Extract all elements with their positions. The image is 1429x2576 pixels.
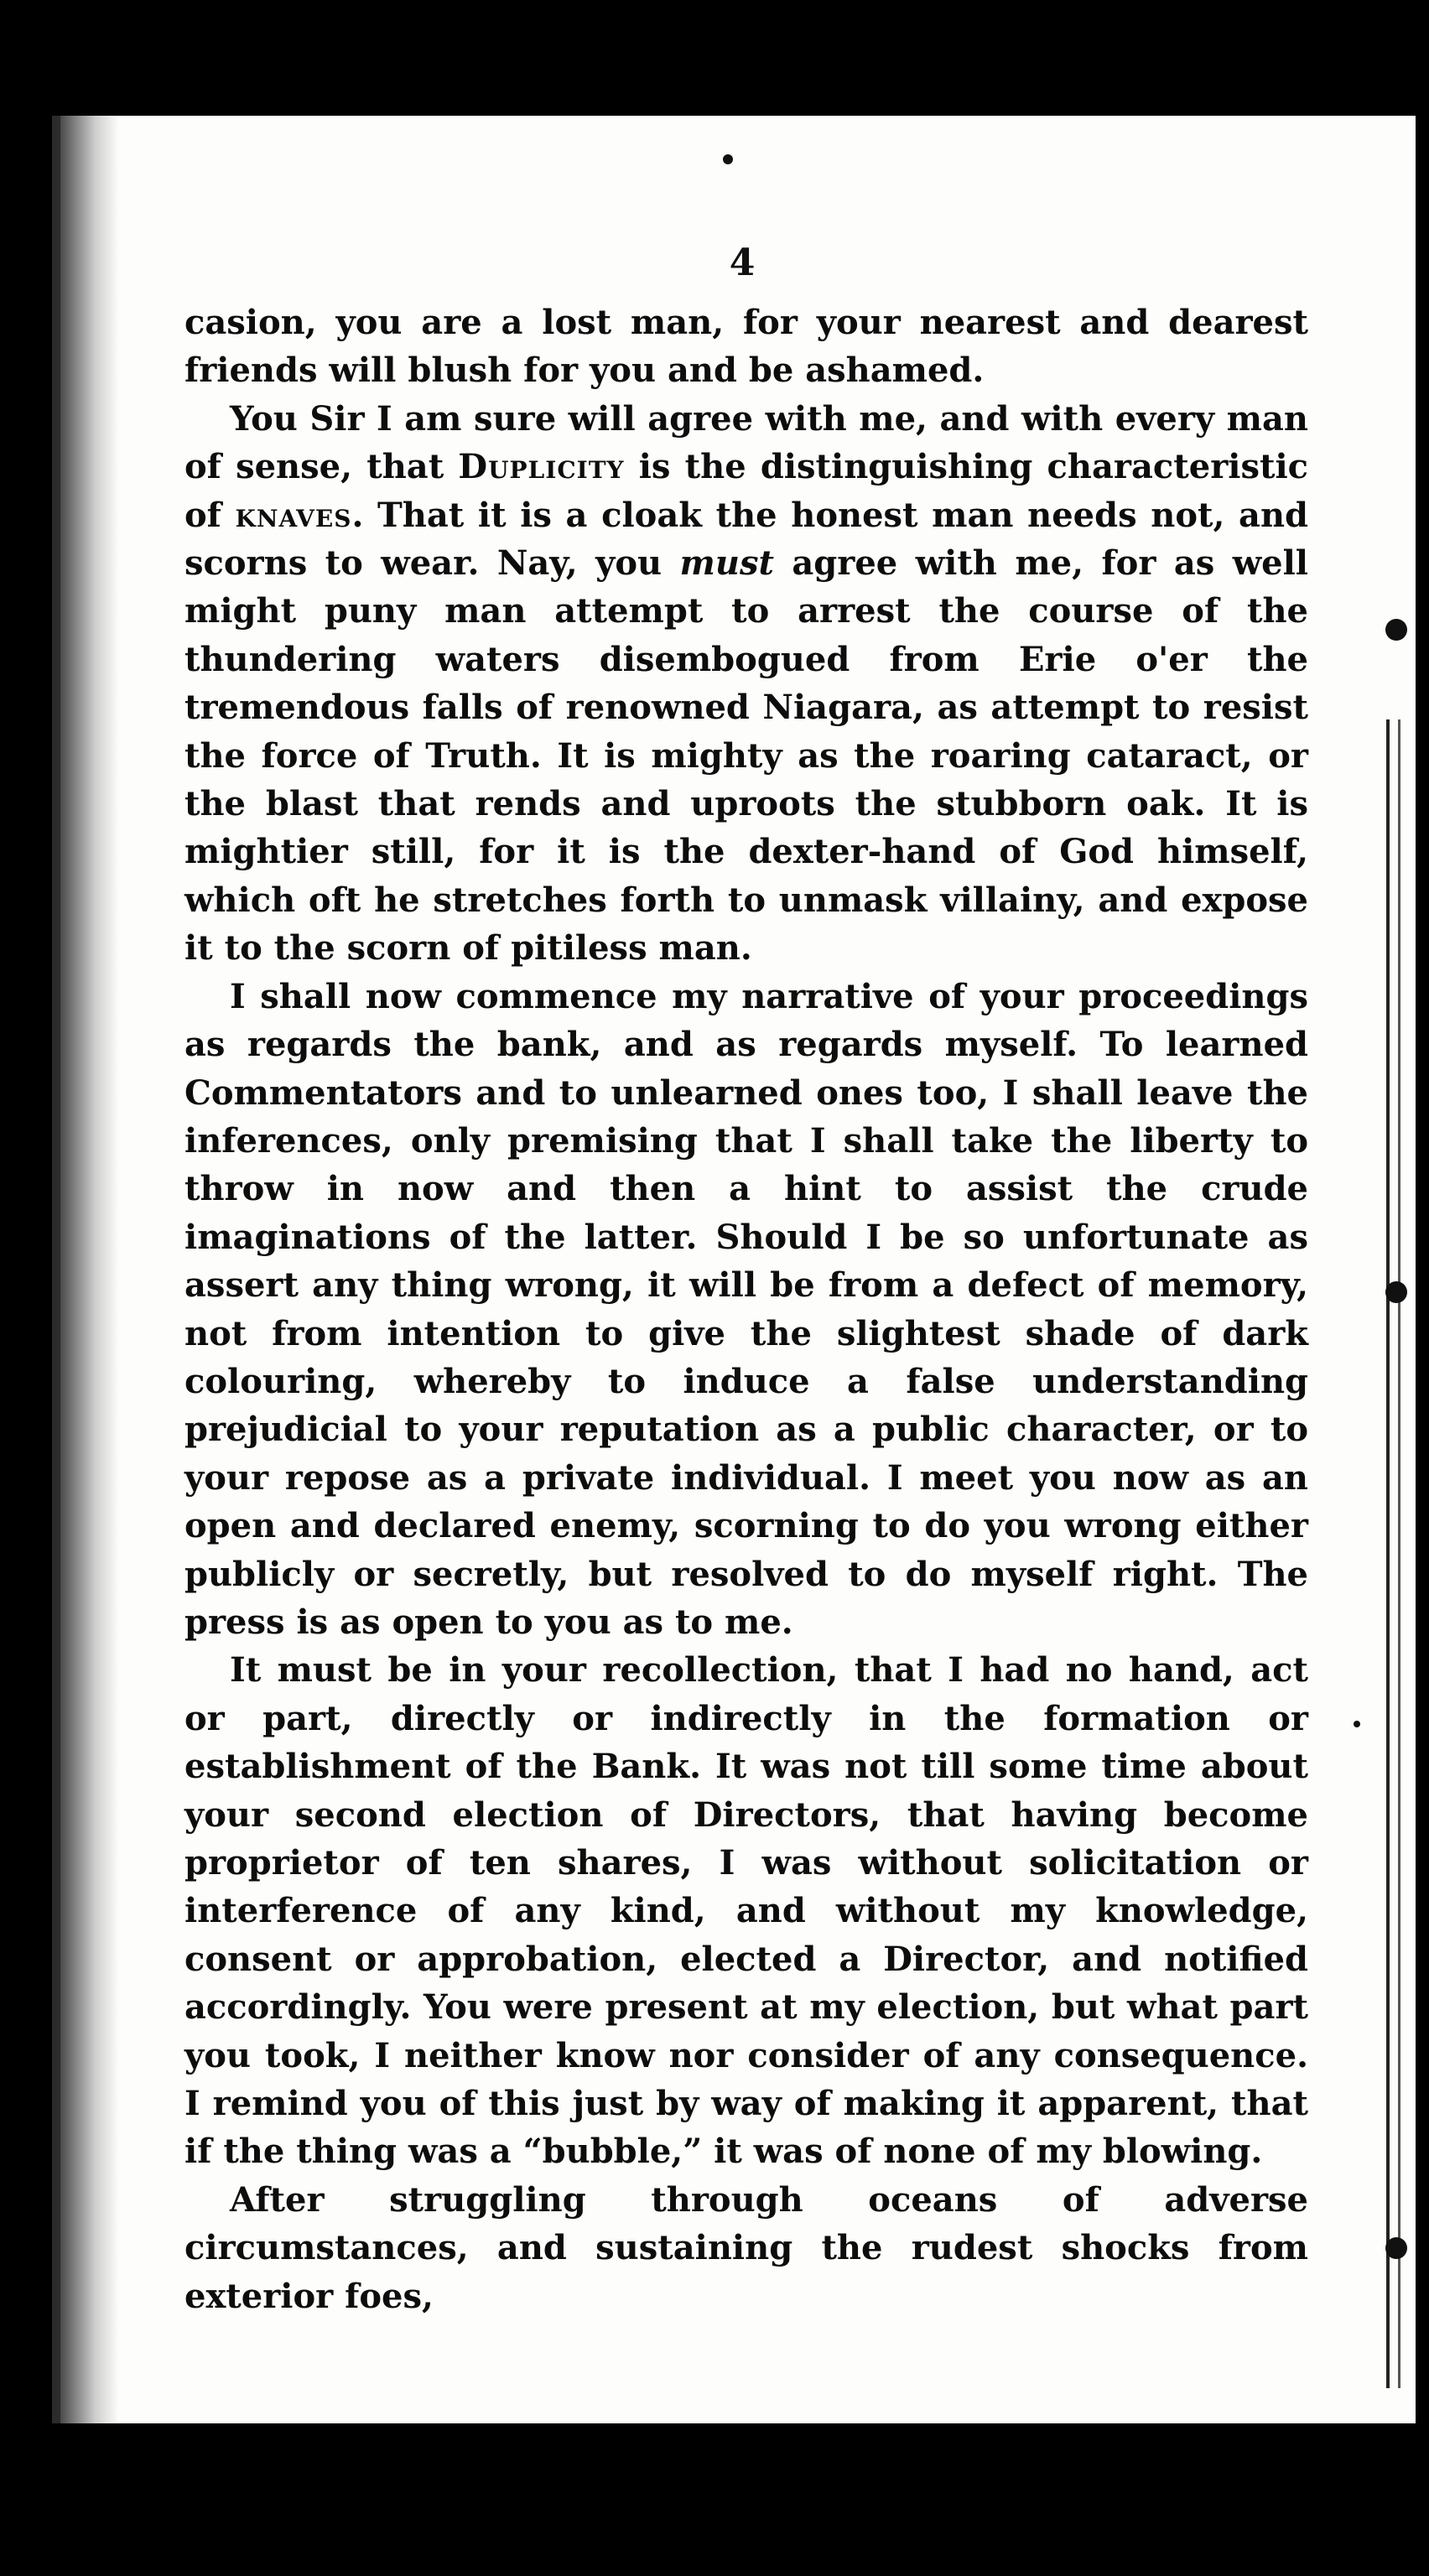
small-caps-text: knaves (235, 495, 352, 535)
book-page (52, 116, 1416, 2423)
small-caps-text: Duplicity (458, 447, 625, 487)
binding-thread (1386, 719, 1400, 2388)
page-gutter-shadow (60, 116, 119, 2423)
text-run: I shall now commence my narrative of your proceedings as regards the bank, and as regards myself. To learned Commentators and to unlearned ones too, I shall leave the inferences, only premising that I shall take the liberty to throw in now and then a hint to assist the crude imaginations of the latter. Should I be so unfortunate as assert any thing wrong, it will be from a defect of memory, not from intention to give the slightest shade of dark colouring, whereby to induce a false understanding prejudicial to your reputation as a public character, or to your repose as a private individual. I meet you now as an open and declared enemy, scorning to do you wrong either publicly or secretly, but resolved to do myself right. The press is as open to you as to me. (184, 976, 1308, 1642)
text-run: It must be in your recollection, that I had no hand, act or part, directly or indirectly in the formation or establishment of the Bank. It was not till some time about your second election of Directors, that having become proprietor of ten shares, I was without solicitation or interference of any kind, and without my knowledge, consent or approbation, elected a Director, and notified accordingly. You were present at my election, but what part you took, I neither know nor consider of any consequence. I remind you of this just by way of making it apparent, that if the thing was a “bubble,” it was of none of my blowing. (184, 1650, 1308, 2172)
binding-knot (1385, 1281, 1407, 1303)
paragraph (184, 299, 1308, 395)
text-run: . That it is a cloak the honest man needs not, and scorns to wear. Nay, you (184, 495, 1308, 584)
paragraph (184, 1646, 1308, 2175)
paragraph (184, 2176, 1308, 2320)
text-run: casion, you are a lost man, for your nearest and dearest friends will blush for you and be ashamed. (184, 303, 1308, 391)
text-run: agree with me, for as well might puny man attempt to arrest the course of the thundering waters disembogued from Erie o'er the tremendous falls of renowned Niagara, as attempt to resist the force of Truth. It is mighty as the roaring cataract, or the blast that rends and uproots the stubborn oak. It is mightier still, for it is the dexter-hand of God himself, which oft he stretches forth to unmask villainy, and expose it to the scorn of pitiless man. (184, 543, 1309, 969)
binding-knot (1385, 619, 1407, 641)
text-run: is the distinguishing characteristic of (184, 447, 1309, 535)
paragraph (184, 973, 1308, 1647)
italic-text: must (679, 543, 774, 584)
paragraph (184, 395, 1308, 973)
text-run: You Sir I am sure will agree with me, and with every man of sense, that (184, 398, 1308, 487)
page-number: 4 (729, 242, 756, 284)
ink-speck (723, 154, 733, 164)
text-run: After struggling through oceans of adverse circumstances, and sustaining the rudest shocks from exterior foes, (184, 2179, 1308, 2316)
binding-knot (1385, 2237, 1407, 2259)
body-text (184, 299, 1308, 2320)
ink-speck (1354, 1721, 1360, 1727)
